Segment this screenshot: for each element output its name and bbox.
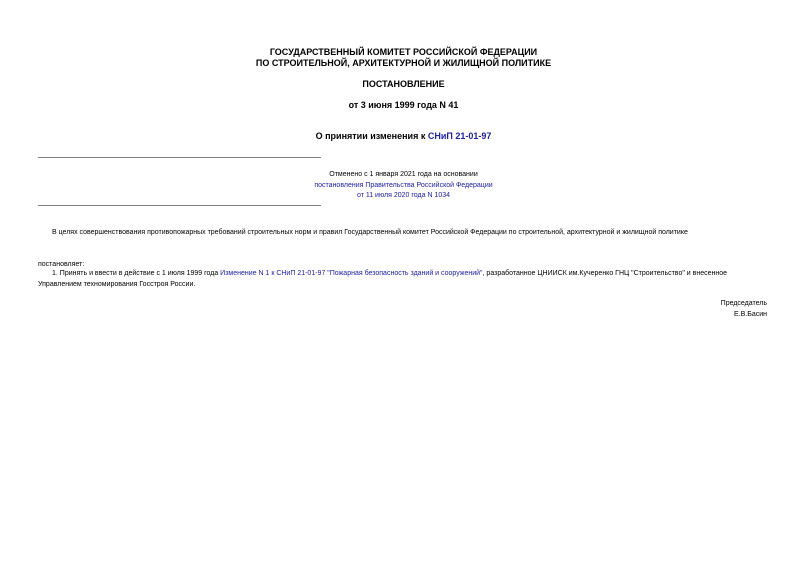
authority-line-2: ПО СТРОИТЕЛЬНОЙ, АРХИТЕКТУРНОЙ И ЖИЛИЩНОЙ ПОЛИТИКЕ xyxy=(255,58,552,68)
snip-link[interactable]: СНиП 21-01-97 xyxy=(427,131,492,141)
authority-line-1: ГОСУДАРСТВЕННЫЙ КОМИТЕТ РОССИЙСКОЙ ФЕДЕРАЦИИ xyxy=(269,47,538,57)
item-prefix: 1. Принять и ввести в действие с 1 июля 1999 года xyxy=(52,270,221,277)
decree-item-1-continuation: Управлением техномирования Госстроя России. xyxy=(38,281,196,288)
subject-text: О принятии изменения к xyxy=(315,131,428,141)
repeal-notice-text: Отменено с 1 января 2021 года на основании xyxy=(329,171,478,178)
signatory-name: Е.В.Басин xyxy=(734,311,767,318)
signatory-title: Председатель xyxy=(720,300,767,307)
repeal-decree-date-link[interactable]: от 11 июля 2020 года N 1034 xyxy=(356,192,451,199)
decree-word: постановляет: xyxy=(38,261,85,268)
repeal-decree-link[interactable]: постановления Правительства Российской Федерации xyxy=(314,182,493,189)
issuing-authority xyxy=(0,47,807,69)
document-date: от 3 июня 1999 года N 41 xyxy=(348,100,459,110)
divider-bottom xyxy=(38,205,321,206)
document-subject xyxy=(0,131,807,142)
decree-item-1 xyxy=(52,269,769,279)
document-type: ПОСТАНОВЛЕНИЕ xyxy=(362,79,445,89)
intro-paragraph: В целях совершенствования противопожарных требований строительных норм и правил Государственный комитет Российской Федерации по строительной, архитектурной и жилищной политике xyxy=(52,229,688,236)
divider-top xyxy=(38,157,321,158)
amendment-link[interactable]: Изменение N 1 к СНиП 21-01-97 "Пожарная безопасность зданий и сооружений" xyxy=(220,270,483,277)
item-suffix: , разработанное ЦНИИСК им.Кучеренко ГНЦ "Строительство" и внесенное xyxy=(482,270,728,277)
